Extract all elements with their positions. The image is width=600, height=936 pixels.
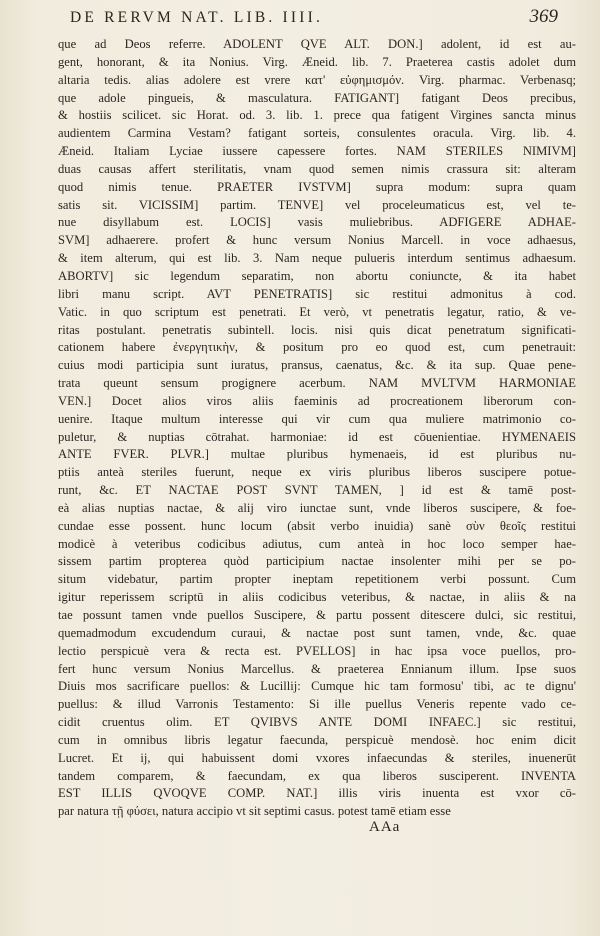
text-line: uenire. Itaque multum interesse qui vir cum qua muliere matrimonio co- [58, 411, 576, 426]
text-line: cationem habere ἐνεργητικὴν, & positum pro eo quod est, cum penetrauit: [58, 340, 576, 355]
text-line: eà alias nuptias nactae, & alij viro iunctae sunt, vnde liberos suscipere, & foe- [58, 500, 576, 515]
text-line: EST ILLIS QVOQVE COMP. NAT.] illis viris inuenta est vxor cō- [58, 786, 576, 801]
text-line: situm videbatur, partim propter ineptam repetitionem verbi possunt. Cum [58, 572, 576, 587]
text-line: gent, honorant, & ita Nonius. Virg. Æneid. lib. 7. Praeterea castis adolet dum [58, 54, 576, 69]
text-line: lectio perspicuè vera & recta est. PVELLOS] in hac ipsa voce puellos, pro- [58, 643, 576, 658]
text-line: audientem Carmina Vestam? fatigant sorteis, consulentes oracula. Virg. lib. 4. [58, 126, 576, 141]
text-line: cidit cruentus olim. ET QVIBVS ANTE DOMI INFAEC.] sic restitui, [58, 715, 576, 730]
text-line: SVM] adhaerere. profert & hunc versum Nonius Marcell. in voce adhaesus, [58, 233, 576, 248]
text-line: ptiis anteà steriles fuerunt, neque ex viris pluribus liberos suscipere potue- [58, 465, 576, 480]
text-line: quod nimis tenue. PRAETER IVSTVM] supra modum: supra quam [58, 179, 576, 194]
text-line: libri manu script. AVT PENETRATIS] sic restitui admonitus à cod. [58, 286, 576, 301]
text-line: cundae esse possent. hunc locum (absit verbo inuidia) sanè σὺν θεοῖς restitui [58, 518, 576, 533]
catchword: AAa [369, 819, 401, 835]
page-number: 369 [529, 6, 558, 27]
text-line: sissem partim propterea quòd participium nactae insolenter mihi per se po- [58, 554, 576, 569]
text-line: ANTE FVER. PLVR.] multae pluribus hymenaeis, id est pluribus nu- [58, 447, 576, 462]
text-line: Vatic. in quo scriptum est penetrati. Et verò, vt penetratis legatur, ratio, & ve- [58, 304, 576, 319]
text-line: par natura τῇ φύσει, natura accipio vt sit septimi casus. potest tamē etiam esse [58, 804, 451, 819]
text-line: altaria tedis. alias adolere est vrere κατ' εὐφημισμόν. Virg. pharmac. Verbenasq; [58, 72, 576, 87]
text-line: quemadmodum excudendum curaui, & nactae post sunt tamen, vnde, &c. quae [58, 625, 576, 640]
text-line: puellus: & illud Varronis Testamento: Si ille puellus Veneris repente vado ce- [58, 697, 576, 712]
text-line: que adole pingueis, & masculatura. FATIGANT] fatigant Deos precibus, [58, 90, 576, 105]
text-line: cuius modi participia sunt iuratus, pransus, caenatus, &c. & ita sup. Quae pene- [58, 358, 576, 373]
text-line: igitur reperissem scriptū in aliis codicibus veteribus, & nactae, in aliis & na [58, 590, 576, 605]
text-line: modicè à veteribus codicibus adiutus, cum anteà in hoc loco semper hae- [58, 536, 576, 551]
text-line: cum in omnibus libris legatur faecunda, perspicuè mendosè. hoc enim dicit [58, 732, 576, 747]
text-line: trata queunt sensum progignere acerbum. NAM MVLTVM HARMONIAE [58, 376, 576, 391]
running-head [58, 3, 558, 33]
text-line: tandem comparem, & faecundam, ex qua liberos susciperent. INVENTA [58, 768, 576, 783]
text-line: que ad Deos referre. ADOLENT QVE ALT. DON.] adolent, id est au- [58, 37, 576, 51]
text-line: Lucret. Et ij, qui habuissent domi vxores infaecundas & steriles, inuenerūt [58, 750, 576, 765]
text-line: Æneid. Italiam Lyciae iussere capessere fortes. NAM STERILES NIMIVM] [58, 144, 576, 159]
text-line: ritas postulant. penetratis subintell. locis. nisi quis dicat penetratum significati- [58, 322, 576, 337]
text-line: puletur, & nuptias cōtrahat. harmoniae: id est cōuenientiae. HYMENAEIS [58, 429, 576, 444]
text-line: duas causas affert sterilitatis, vnam quod semen nimis crassura sit: alteram [58, 161, 576, 176]
text-line: VEN.] Docet alios viros aliis faeminis ad procreationem liberorum con- [58, 393, 576, 408]
text-line: satis sit. VICISSIM] partim. TENVE] vel proceleumaticus est, vel te- [58, 197, 576, 212]
running-head-title: DE RERVM NAT. LIB. IIII. [70, 9, 324, 26]
text-line: runt, &c. ET NACTAE POST SVNT TAMEN, ] id est & tamē post- [58, 483, 576, 498]
commentary-text [58, 36, 576, 821]
text-line: Diuis mos sacrificare puellos: & Lucillij: Cumque hic tam formosu' tibi, ac te dignu' [58, 679, 576, 694]
text-line: tae possunt tamen vnde puellos Suscipere, & partu possent ditescere dulci, sic restitui, [58, 608, 576, 622]
text-line: & hostiis scilicet. sic Horat. od. 3. lib. 1. prece qua fatigent Virgines sancta minus [58, 108, 576, 123]
text-line: & item alterum, qui est lib. 3. Nam neque pulueris interdum sentimus adhaesum. [58, 251, 576, 266]
text-line: fert hunc versum Nonius Marcellus. & praeterea Ennianum illum. Ipse suos [58, 661, 576, 676]
text-line: ABORTV] sic legendum separatim, non abortu coniuncte, & ita habet [58, 268, 576, 283]
text-line: nue disyllabum est. LOCIS] vasis muliebribus. ADFIGERE ADHAE- [58, 215, 576, 230]
